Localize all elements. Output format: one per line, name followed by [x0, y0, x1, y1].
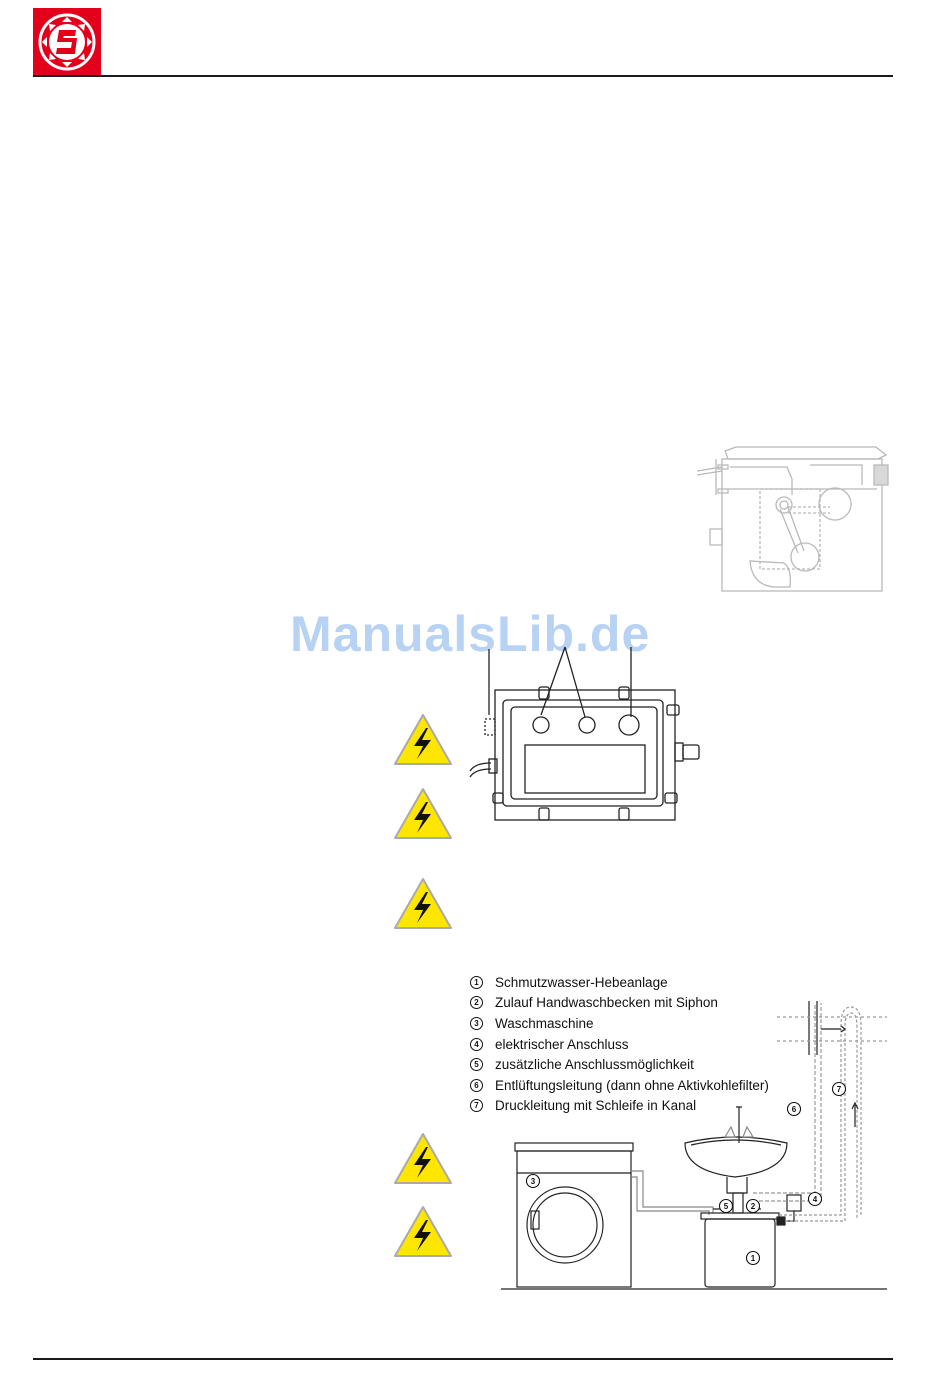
- legend-label: Entlüftungsleitung (dann ohne Aktivkohlefilter): [495, 1077, 769, 1093]
- pump-top-view-diagram: [465, 645, 710, 825]
- brand-logo-icon: [33, 8, 101, 76]
- legend-item: 3 Waschmaschine: [470, 1013, 769, 1034]
- header-rule: [33, 75, 893, 77]
- high-voltage-warning-icon: [393, 877, 453, 931]
- legend-label: Druckleitung mit Schleife in Kanal: [495, 1098, 697, 1114]
- legend-label: elektrischer Anschluss: [495, 1036, 629, 1052]
- legend-item: 2 Zulauf Handwaschbecken mit Siphon: [470, 993, 769, 1014]
- high-voltage-warning-icon: [393, 1205, 453, 1259]
- diagram-label-7: 7: [836, 1085, 842, 1094]
- diagram-label-2: 2: [750, 1202, 756, 1211]
- high-voltage-warning-icon: [393, 713, 453, 767]
- legend-item: 1 Schmutzwasser-Hebeanlage: [470, 972, 769, 993]
- legend-label: Waschmaschine: [495, 1015, 594, 1031]
- legend-item: 6 Entlüftungsleitung (dann ohne Aktivkohlefilter): [470, 1075, 769, 1096]
- legend-item: 7 Druckleitung mit Schleife in Kanal: [470, 1096, 769, 1117]
- high-voltage-warning-icon: [393, 1132, 453, 1186]
- installation-diagram: [495, 995, 895, 1295]
- footer-rule: [33, 1358, 893, 1360]
- legend-item: 5 zusätzliche Anschlussmöglichkeit: [470, 1054, 769, 1075]
- legend-label: Schmutzwasser-Hebeanlage: [495, 974, 668, 990]
- legend-label: Zulauf Handwaschbecken mit Siphon: [495, 995, 718, 1011]
- diagram-label-3: 3: [530, 1177, 536, 1186]
- pump-side-view-diagram: [692, 445, 892, 595]
- diagram-label-4: 4: [812, 1195, 818, 1204]
- high-voltage-warning-icon: [393, 787, 453, 841]
- watermark: ManualsLib.de: [290, 606, 651, 662]
- diagram-label-6: 6: [791, 1105, 797, 1114]
- diagram-label-1: 1: [750, 1254, 756, 1263]
- legend-label: zusätzliche Anschlussmöglichkeit: [495, 1057, 694, 1073]
- diagram-label-5: 5: [723, 1202, 729, 1211]
- legend-item: 4 elektrischer Anschluss: [470, 1034, 769, 1055]
